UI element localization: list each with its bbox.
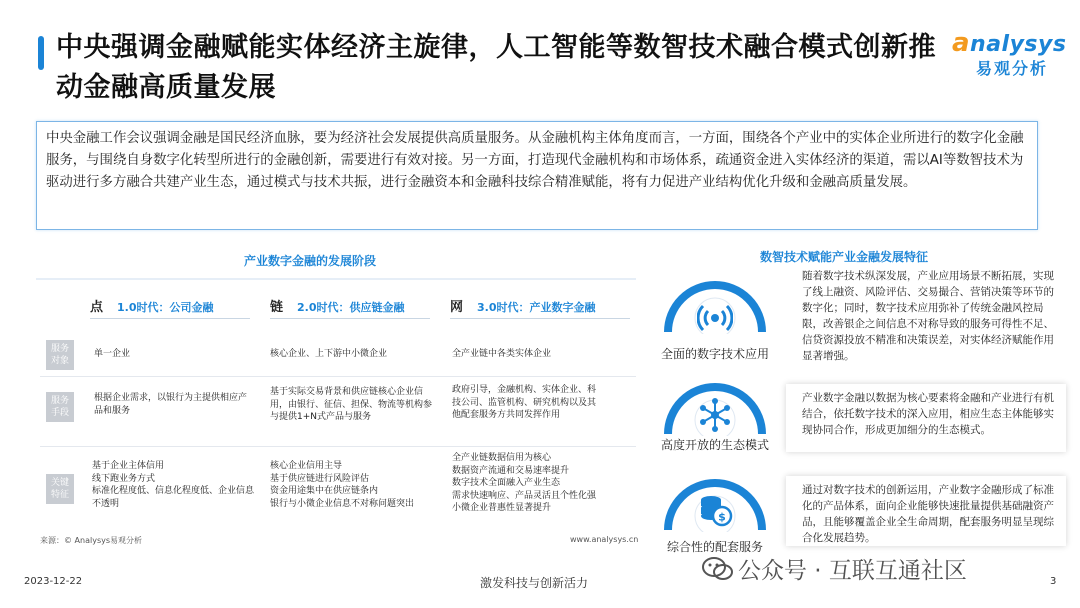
cell-means-era1: 根据企业需求，以银行为主提供相应产品和服务 <box>94 393 248 416</box>
cell-features-era2: 核心企业信用主导 基于供应链进行风险评估 资金用途集中在供应链条内 银行与小微企业信息不对称问题突出 <box>270 461 415 509</box>
feature-1-desc: 随着数字技术纵深发展，产业应用场景不断拓展，实现了线上融资、风险评估、交易撮合、营销决策等环节的数字化；同时，数字技术应用弥补了传统金融风控局限，改善银企之间信息不对称导致的服务可得性不足、信贷资源投放不精准和决策误差，对实体经济赋能作用显著增强。 <box>802 270 1054 362</box>
coin-stack-icon <box>697 492 733 528</box>
features-title: 数智技术赋能产业金融发展特征 <box>760 250 929 264</box>
page-number: 3 <box>1050 576 1057 587</box>
cell-features-era1: 基于企业主体信用 线下跑业务方式 标准化程度低、信息化程度低、企业信息不透明 <box>92 461 255 509</box>
cell-means-era3: 政府引导，金融机构、实体企业、科技公司、监管机构、研究机构以及其他配套服务方共同发挥作用 <box>452 385 597 421</box>
era-3-underline <box>450 318 630 319</box>
footer-slogan: 激发科技与创新活力 <box>480 576 589 590</box>
title-accent-bar <box>38 36 44 70</box>
row-divider <box>40 446 636 447</box>
cell-target-era1: 单一企业 <box>94 349 131 359</box>
stages-divider <box>36 278 636 280</box>
footer-date: 2023-12-22 <box>24 576 83 587</box>
feature-2-label: 高度开放的生态模式 <box>660 438 769 452</box>
era-1-header: 点 1.0时代：公司金融 <box>90 300 214 315</box>
cell-target-era3: 全产业链中各类实体企业 <box>452 349 552 359</box>
row-label-means: 服务手段 <box>46 392 74 422</box>
source-note: 来源：© Analysys易观分析 <box>40 536 143 545</box>
svg-text:$: $ <box>718 510 726 524</box>
cell-target-era2: 核心企业、上下游中小微企业 <box>270 349 388 359</box>
era-2-underline <box>270 318 430 319</box>
wechat-icon <box>702 556 734 582</box>
feature-1-label: 全面的数字技术应用 <box>660 347 769 361</box>
analysys-logo <box>952 28 1067 80</box>
cell-features-era3: 全产业链数据信用为核心 数据资产流通和交易速率提升 数字技术全面融入产业生态 需求快速响应、产品灵活且个性化强 小微企业普惠性显著提升 <box>452 453 597 514</box>
era-1-underline <box>90 318 250 319</box>
signal-broadcast-icon <box>697 300 733 336</box>
era-2-header: 链 2.0时代：供应链金融 <box>270 300 405 315</box>
feature-2-desc: 产业数字金融以数据为核心要素将金融和产业进行有机结合，依托数字技术的深入应用，相应生态主体能够实现协同合作，形成更加细分的生态模式。 <box>786 384 1066 452</box>
row-label-target: 服务对象 <box>46 340 74 370</box>
feature-3-desc: 通过对数字技术的创新运用，产业数字金融形成了标准化的产品体系，面向企业能够快速批量提供基础融资产品，且能够覆盖企业全生命周期，配套服务明显呈现综合化发展趋势。 <box>786 476 1066 546</box>
feature-3-label: 综合性的配套服务 <box>666 540 763 554</box>
network-snowflake-icon <box>697 397 733 433</box>
summary-box: 中央金融工作会议强调金融是国民经济血脉，要为经济社会发展提供高质量服务。从金融机构主体角度而言，一方面，围绕各个产业中的实体企业所进行的数字化金融服务，与围绕自身数字化转型所进行的金融创新，需要进行有效对接。另一方面，打造现代金融机构和市场体系，疏通资金进入实体经济的渠道，需以AI等数智技术为驱动进行多方融合共建产业生态，通过模式与技术共振，进行金融资本和金融科技综合精准赋能，将有力促进产业结构优化升级和金融高质量发展。 <box>36 121 1038 230</box>
page-title: 中央强调金融赋能实体经济主旋律，人工智能等数智技术融合模式创新推动金融高质量发展 <box>56 32 936 103</box>
logo-subtitle: 易观分析 <box>976 59 1049 78</box>
era-3-header: 网 3.0时代：产业数字金融 <box>450 300 596 315</box>
cell-means-era2: 基于实际交易背景和供应链核心企业信用，由银行、征信、担保、物流等机构参与提供1+N式产品与服务 <box>270 387 433 423</box>
website-note: www.analysys.cn <box>570 535 639 544</box>
row-label-features: 关键特征 <box>46 474 74 504</box>
stages-title: 产业数字金融的发展阶段 <box>243 254 376 268</box>
logo-wordmark: analysys <box>952 28 1067 58</box>
row-divider <box>40 376 636 377</box>
watermark-text: 公众号 · 互联互通社区 <box>738 558 967 584</box>
